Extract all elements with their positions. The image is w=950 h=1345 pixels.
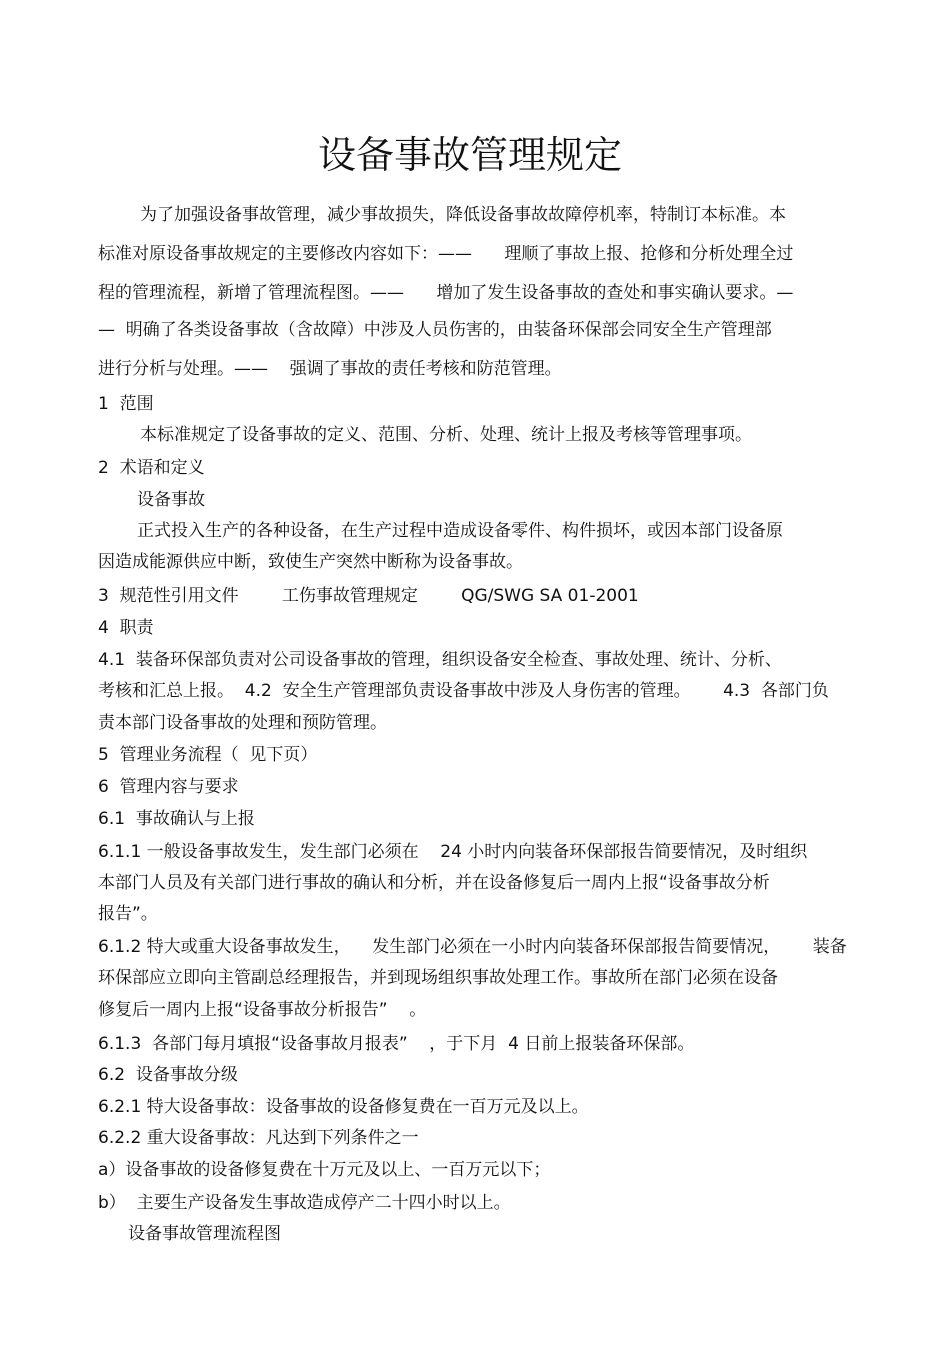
section-6-2-heading: 6.2 设备事故分级 [98, 1065, 238, 1085]
item-a: a）设备事故的设备修复费在十万元及以上、一百万元以下； [98, 1160, 551, 1180]
section-1-heading: 1 范围 [98, 394, 154, 414]
clause-6-2-1: 6.2.1 特大设备事故：设备事故的设备修复费在一百万元及以上。 [98, 1097, 589, 1117]
clause-6-1-3: 6.1.3 各部门每月填报“设备事故月报表” ，于下月 4 日前上报装备环保部。 [98, 1034, 695, 1054]
section-4-line-3: 责本部门设备事故的处理和预防管理。 [98, 713, 387, 733]
intro-line-4: — 明确了各类设备事故（含故障）中涉及人员伤害的，由装备环保部会同安全生产管理部 [98, 320, 772, 340]
section-6-heading: 6 管理内容与要求 [98, 777, 239, 797]
section-1-body: 本标准规定了设备事故的定义、范围、分析、处理、统计上报及考核等管理事项。 [140, 425, 752, 445]
intro-line-5: 进行分析与处理。—— 强调了事故的责任考核和防范管理。 [98, 359, 562, 379]
clause-6-1-2-line-1: 6.1.2 特大或重大设备事故发生， 发生部门必须在一小时内向装备环保部报告简要情况， 装备 [98, 937, 847, 957]
section-2-heading: 2 术语和定义 [98, 458, 205, 478]
clause-6-1-1-line-3: 报告”。 [98, 904, 158, 924]
section-6-1-heading: 6.1 事故确认与上报 [98, 809, 255, 829]
section-5-heading: 5 管理业务流程（ 见下页） [98, 745, 318, 765]
clause-6-1-2-line-3: 修复后一周内上报“设备事故分析报告” 。 [98, 1000, 427, 1020]
clause-6-1-1-line-1: 6.1.1 一般设备事故发生，发生部门必须在 24 小时内向装备环保部报告简要情况，及时组织 [98, 842, 808, 862]
intro-line-1: 为了加强设备事故管理，减少事故损失，降低设备事故故障停机率，特制订本标准。本 [140, 205, 786, 225]
flowchart-caption: 设备事故管理流程图 [128, 1224, 281, 1244]
intro-line-2: 标准对原设备事故规定的主要修改内容如下：—— 理顺了事故上报、抢修和分析处理全过 [98, 244, 794, 264]
section-4-line-1: 4.1 装备环保部负责对公司设备事故的管理，组织设备安全检查、事故处理、统计、分析、 [98, 650, 782, 670]
clause-6-2-2: 6.2.2 重大设备事故：凡达到下列条件之一 [98, 1128, 419, 1148]
term-definition-2: 因造成能源供应中断，致使生产突然中断称为设备事故。 [98, 552, 523, 572]
section-4-line-2: 考核和汇总上报。 4.2 安全生产管理部负责设备事故中涉及人身伤害的管理。 4.3 各部门负 [98, 681, 829, 701]
section-3-line: 3 规范性引用文件 工伤事故管理规定 QG/SWG SA 01-2001 [98, 586, 639, 606]
document-title: 设备事故管理规定 [317, 133, 622, 177]
intro-line-3: 程的管理流程，新增了管理流程图。—— 增加了发生设备事故的查处和事实确认要求。— [98, 283, 794, 303]
clause-6-1-1-line-2: 本部门人员及有关部门进行事故的确认和分析，并在设备修复后一周内上报“设备事故分析 [98, 873, 770, 893]
clause-6-1-2-line-2: 环保部应立即向主管副总经理报告，并到现场组织事故处理工作。事故所在部门必须在设备 [98, 968, 778, 988]
term-heading: 设备事故 [137, 490, 205, 510]
section-4-heading: 4 职责 [98, 618, 154, 638]
item-b: b） 主要生产设备发生事故造成停产二十四小时以上。 [98, 1193, 511, 1213]
term-definition-1: 正式投入生产的各种设备，在生产过程中造成设备零件、构件损坏，或因本部门设备原 [137, 521, 783, 541]
